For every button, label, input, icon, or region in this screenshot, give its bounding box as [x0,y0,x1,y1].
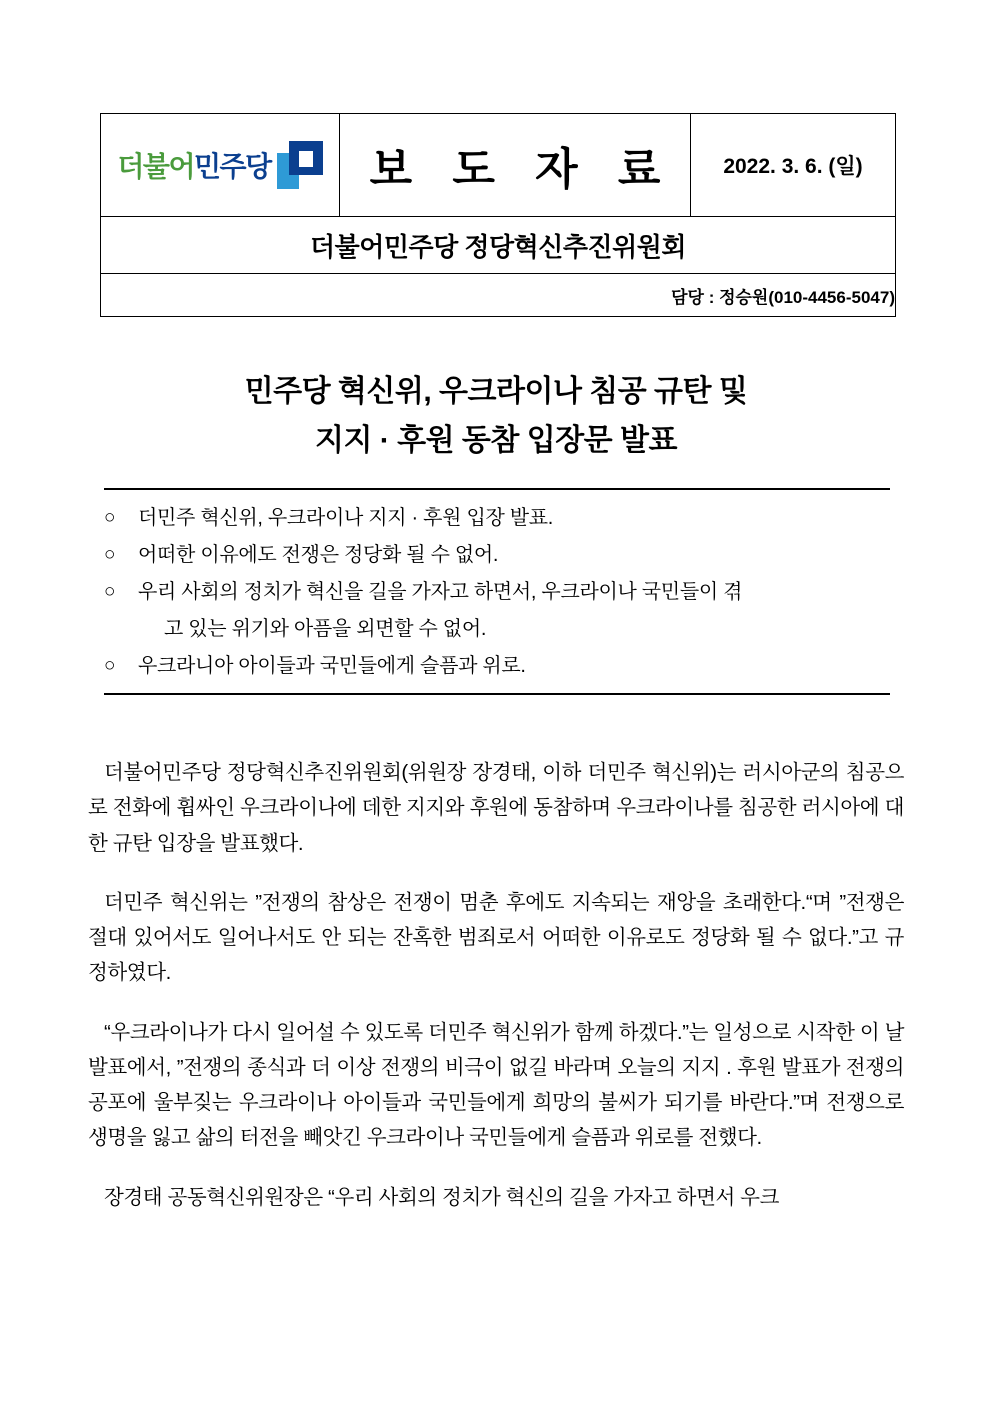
party-logo [101,114,339,216]
document-kind-cell [340,114,691,217]
contact-cell [101,274,896,317]
summary-item-label: 우크라니아 아이들과 국민들에게 슬픔과 위로. [138,655,526,677]
summary-item [104,537,890,574]
summary-item-label [138,574,890,648]
document-date-cell [691,114,896,217]
summary-item-line-2: 고 있는 위기와 아픔을 외면할 수 없어. [164,618,487,640]
document-date-label: 2022. 3. 6. (일) [723,155,863,178]
body-paragraph: 더불어민주당 정당혁신추진위원회(위원장 장경태, 이하 더민주 혁신위)는 러시아군의 침공으로 전화에 휩싸인 우크라이나에 데한 지지와 후원에 동참하며 우크라이나를 침공한 러시아에 대한 규탄 입장을 발표했다. [88,761,904,855]
contact-person: 담당 : 정승원(010-4456-5047) [671,287,895,307]
body-paragraph: “우크라이나가 다시 일어설 수 있도록 더민주 혁신위가 함께 하겠다.”는 일성으로 시작한 이 날 발표에서, ”전쟁의 종식과 더 이상 전쟁의 비극이 없길 바라며 오늘의 지지 . 후원 발표가 전쟁의 공포에 울부짖는 우크라이나 아이들과 국민들에게 희망의 불씨가 되기를 바란다.”며 전쟁으로 생명을 잃고 삶의 터전을 빼앗긴 우크라이나 국민들에게 슬픔과 위로를 전했다. [88,1020,904,1150]
party-flag-icon [277,141,323,189]
body-content [88,755,904,1215]
header-top-row [101,114,896,217]
party-logo-text [117,145,270,185]
party-logo-cell [101,114,340,217]
circle-bullet-icon: ○ [104,655,116,676]
summary-item-label: 어떠한 이유에도 전쟁은 정당화 될 수 없어. [138,544,499,566]
page-title-line-2: 지지 · 후원 동참 입장문 발표 [315,423,677,457]
summary-item-label: 더민주 혁신위, 우크라이나 지지 · 후원 입장 발표. [138,507,554,529]
summary-item [104,574,890,648]
party-logo-text-blue: 민주당 [194,151,271,182]
document-header-table [100,113,896,317]
flag-icon-inner-notch [299,151,313,167]
party-logo-text-green: 더불어 [117,151,194,182]
circle-bullet-icon: ○ [104,581,116,602]
circle-bullet-icon: ○ [104,507,116,528]
summary-item [104,648,890,685]
summary-box [104,488,890,695]
header-org-row [101,217,896,274]
page-title [0,368,992,465]
body-paragraph: 장경태 공동혁신위원장은 “우리 사회의 정치가 혁신의 길을 가자고 하면서 우크 [104,1185,779,1209]
summary-item-line-1: 우리 사회의 정치가 혁신을 길을 가자고 하면서, 우크라이나 국민들이 겪 [138,581,743,603]
body-paragraph: 더민주 혁신위는 ”전쟁의 참상은 전쟁이 멈춘 후에도 지속되는 재앙을 초래한다.“며 ”전쟁은 절대 있어서도 일어나서도 안 되는 잔혹한 범죄로서 어떠한 이유로도 정당화 될 수 없다.”고 규정하였다. [88,890,904,985]
page-title-line-1: 민주당 혁신위, 우크라이나 침공 규탄 및 [244,375,748,408]
summary-item [104,500,890,537]
organization-name: 더불어민주당 정당혁신추진위원회 [310,231,686,262]
organization-cell [101,217,896,274]
circle-bullet-icon: ○ [104,544,116,565]
document-kind-label: 보 도 자 료 [369,145,675,194]
header-contact-row [101,274,896,317]
